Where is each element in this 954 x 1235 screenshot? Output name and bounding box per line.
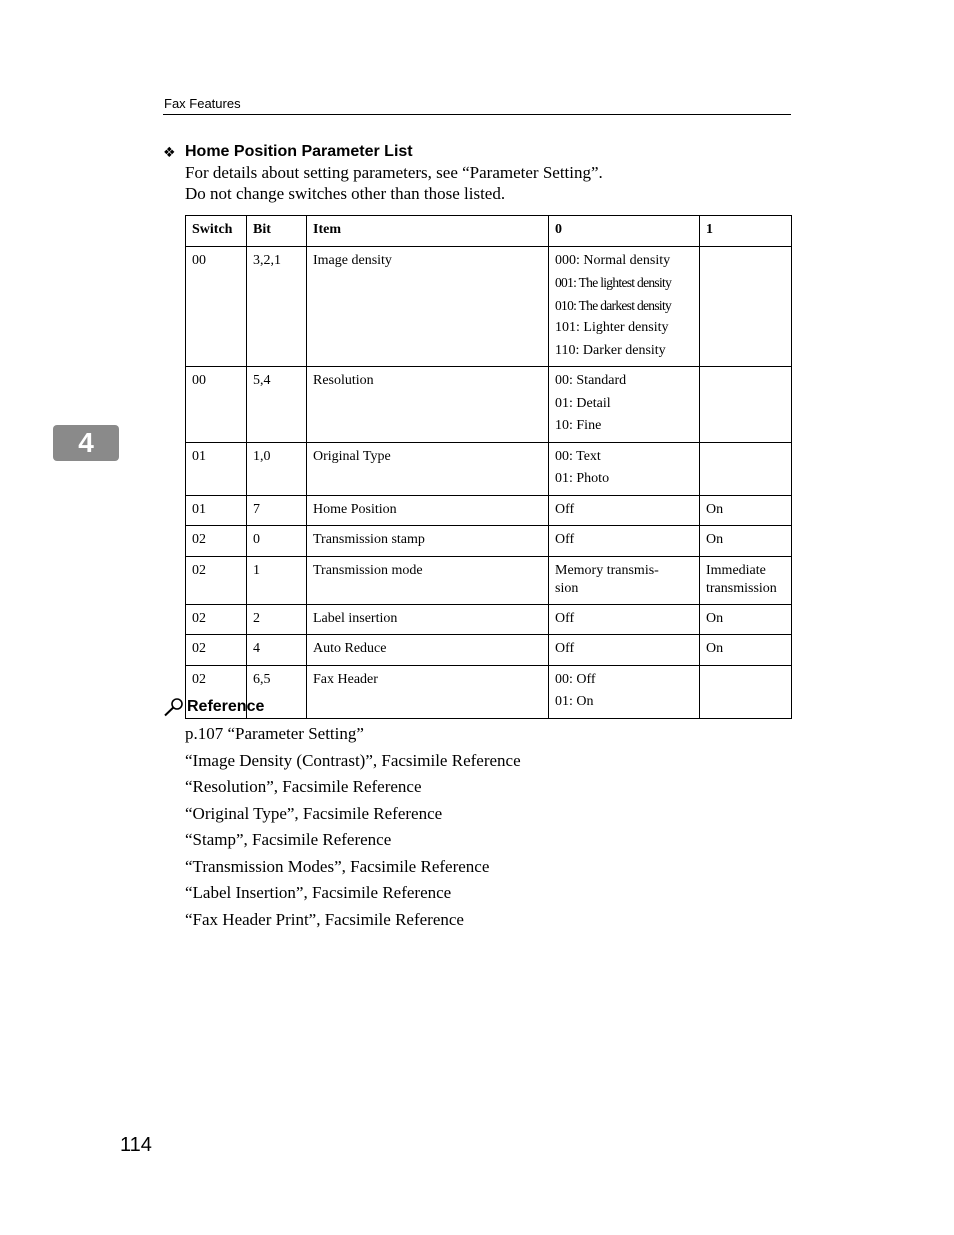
value-one-cell: On bbox=[700, 635, 792, 666]
value-option: 01: Photo bbox=[555, 471, 610, 486]
reference-item: p.107 “Parameter Setting” bbox=[185, 724, 364, 743]
value-option: 110: Darker density bbox=[555, 342, 666, 358]
reference-item: “Label Insertion”, Facsimile Reference bbox=[185, 883, 452, 902]
item-cell: Image density bbox=[307, 246, 549, 367]
section-title: Home Position Parameter List bbox=[185, 143, 413, 160]
reference-heading bbox=[163, 697, 264, 717]
value-option: 00: Off bbox=[555, 671, 596, 687]
reference-item: “Resolution”, Facsimile Reference bbox=[185, 777, 422, 796]
header-rule bbox=[163, 114, 791, 115]
item-cell: Auto Reduce bbox=[307, 635, 549, 666]
intro-line: For details about setting parameters, see “Parameter Setting”. bbox=[185, 163, 603, 182]
reference-item: “Transmission Modes”, Facsimile Reference bbox=[185, 857, 490, 876]
value-zero-cell bbox=[549, 442, 700, 495]
value-option: 01: On bbox=[555, 694, 594, 709]
value-option: 001: The lightest density bbox=[555, 275, 672, 290]
value-one-cell bbox=[700, 556, 792, 604]
value-one-cell bbox=[700, 246, 792, 367]
table-row bbox=[186, 665, 792, 718]
bit-cell: 1 bbox=[247, 556, 307, 604]
table-row bbox=[186, 604, 792, 635]
switch-cell: 00 bbox=[186, 367, 247, 443]
parameter-table bbox=[185, 215, 792, 719]
value-zero-cell bbox=[549, 246, 700, 367]
value-zero-cell bbox=[549, 556, 700, 604]
running-header: Fax Features bbox=[164, 96, 241, 111]
bit-cell: 4 bbox=[247, 635, 307, 666]
reference-item: “Image Density (Contrast)”, Facsimile Reference bbox=[185, 751, 521, 770]
switch-cell: 01 bbox=[186, 442, 247, 495]
chapter-tab: 4 bbox=[53, 425, 119, 461]
value-one-cell: On bbox=[700, 526, 792, 557]
bit-cell: 7 bbox=[247, 495, 307, 526]
reference-item: “Original Type”, Facsimile Reference bbox=[185, 804, 443, 823]
value-zero-cell: Off bbox=[549, 495, 700, 526]
value-option: 000: Normal density bbox=[555, 252, 671, 268]
column-header: Switch bbox=[186, 216, 247, 247]
value-one-cell bbox=[700, 665, 792, 718]
bit-cell: 1,0 bbox=[247, 442, 307, 495]
section-heading bbox=[163, 143, 413, 161]
value-option: 00: Text bbox=[555, 448, 601, 464]
column-header: 0 bbox=[549, 216, 700, 247]
bit-cell: 3,2,1 bbox=[247, 246, 307, 367]
value-zero-cell: Off bbox=[549, 526, 700, 557]
value-one-cell: On bbox=[700, 495, 792, 526]
value-option: 00: Standard bbox=[555, 373, 627, 388]
table-header-row bbox=[186, 216, 792, 247]
value-zero-cell: Off bbox=[549, 604, 700, 635]
item-cell: Transmission stamp bbox=[307, 526, 549, 557]
bit-cell: 0 bbox=[247, 526, 307, 557]
switch-cell: 02 bbox=[186, 526, 247, 557]
table-row bbox=[186, 367, 792, 443]
value-zero-cell: Off bbox=[549, 635, 700, 666]
table-row bbox=[186, 495, 792, 526]
switch-cell: 01 bbox=[186, 495, 247, 526]
value-line: transmission bbox=[706, 580, 777, 596]
item-cell: Fax Header bbox=[307, 665, 549, 718]
value-one-cell bbox=[700, 367, 792, 443]
table-row bbox=[186, 635, 792, 666]
reference-item: “Fax Header Print”, Facsimile Reference bbox=[185, 910, 464, 929]
value-line: sion bbox=[555, 580, 579, 596]
value-one-cell bbox=[700, 442, 792, 495]
value-line: Immediate bbox=[706, 562, 766, 578]
column-header: 1 bbox=[700, 216, 792, 247]
bit-cell: 2 bbox=[247, 604, 307, 635]
bit-cell: 6,5 bbox=[247, 665, 307, 718]
value-line: Memory transmis- bbox=[555, 562, 659, 578]
item-cell: Transmission mode bbox=[307, 556, 549, 604]
reference-item: “Stamp”, Facsimile Reference bbox=[185, 830, 392, 849]
intro-line: Do not change switches other than those listed. bbox=[185, 184, 506, 203]
table-row bbox=[186, 556, 792, 604]
magnifier-icon bbox=[163, 697, 185, 717]
item-cell: Home Position bbox=[307, 495, 549, 526]
value-option: 010: The darkest density bbox=[555, 297, 672, 313]
page-number: 114 bbox=[120, 1134, 152, 1156]
bit-cell: 5,4 bbox=[247, 367, 307, 443]
item-cell: Label insertion bbox=[307, 604, 549, 635]
switch-cell: 00 bbox=[186, 246, 247, 367]
table-row bbox=[186, 442, 792, 495]
diamond-bullet-icon: ❖ bbox=[163, 143, 176, 160]
switch-cell: 02 bbox=[186, 556, 247, 604]
value-option: 01: Detail bbox=[555, 395, 611, 411]
switch-cell: 02 bbox=[186, 665, 247, 718]
switch-cell: 02 bbox=[186, 604, 247, 635]
item-cell: Resolution bbox=[307, 367, 549, 443]
value-one-cell: On bbox=[700, 604, 792, 635]
column-header: Item bbox=[307, 216, 549, 247]
switch-cell: 02 bbox=[186, 635, 247, 666]
column-header: Bit bbox=[247, 216, 307, 247]
value-zero-cell bbox=[549, 367, 700, 443]
table-row bbox=[186, 246, 792, 367]
reference-title: Reference bbox=[187, 698, 265, 715]
table-row bbox=[186, 526, 792, 557]
value-option: 101: Lighter density bbox=[555, 320, 669, 335]
item-cell: Original Type bbox=[307, 442, 549, 495]
value-option: 10: Fine bbox=[555, 418, 602, 433]
value-zero-cell bbox=[549, 665, 700, 718]
